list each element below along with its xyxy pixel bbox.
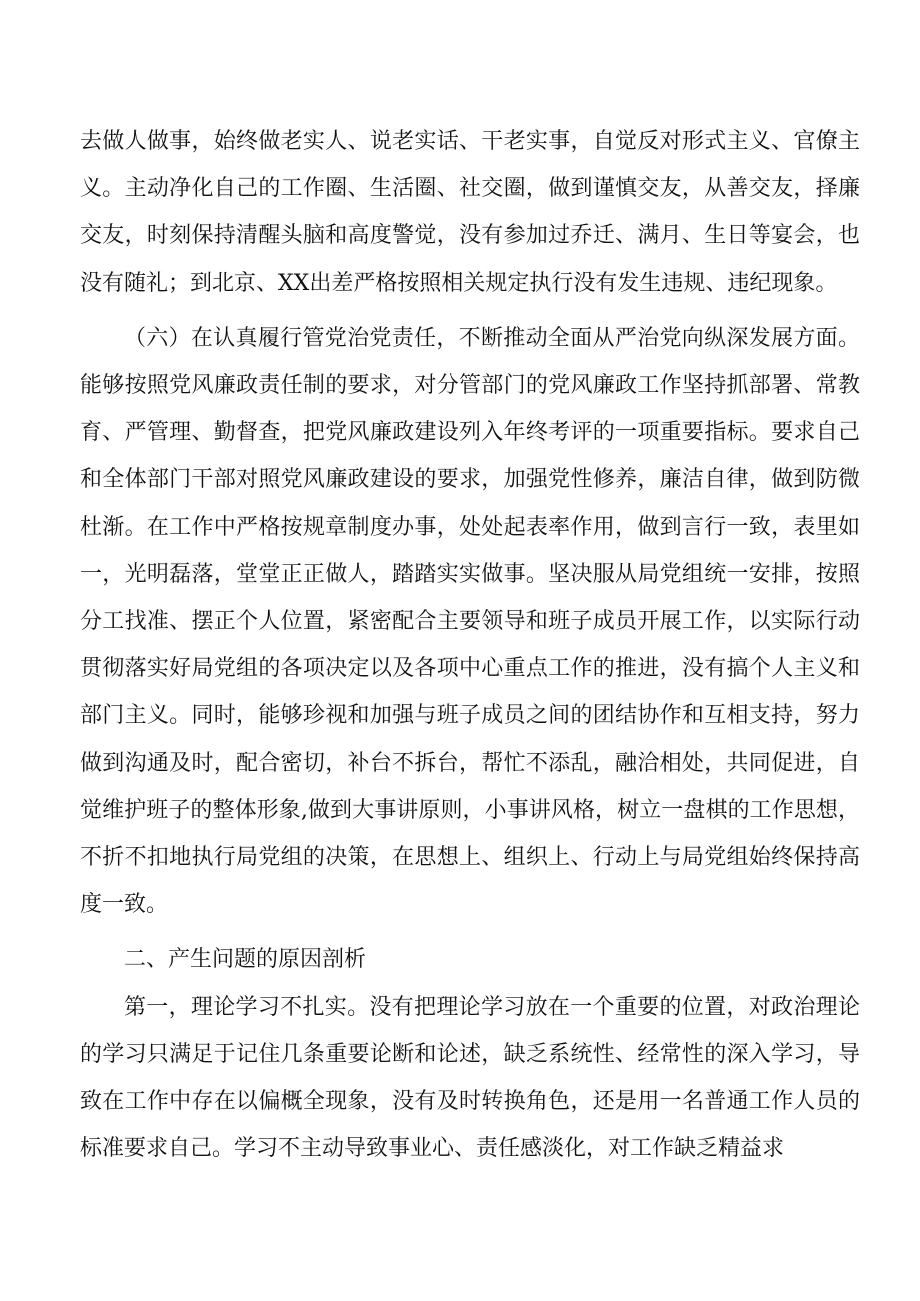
paragraph-first-cause: 第一，理论学习不扎实。没有把理论学习放在一个重要的位置，对政治理论的学习只满足于记住几条重要论断和论述，缺乏系统性、经常性的深入学习，导致在工作中存在以偏概全现象，没有及时转换角色，还是用一名普通工作人员的标准要求自己。学习不主动导致事业心、责任感淡化，对工作缺乏精益求 bbox=[80, 994, 860, 1162]
document-body bbox=[80, 118, 860, 1172]
paragraph-section-six: （六）在认真履行管党治党责任，不断推动全面从严治党向纵深发展方面。能够按照党风廉政责任制的要求，对分管部门的党风廉政工作坚持抓部署、常教育、严管理、勤督查，把党风廉政建设列入年终考评的一项重要指标。要求自己和全体部门干部对照党风廉政建设的要求，加强党性修养，廉洁自律，做到防微杜渐。在工作中严格按规章制度办事，处处起表率作用，做到言行一致，表里如一，光明磊落，堂堂正正做人，踏踏实实做事。坚决服从局党组统一安排，按照分工找准、摆正个人位置，紧密配合主要领导和班子成员开展工作，以实际行动贯彻落实好局党组的各项决定以及各项中心重点工作的推进，没有搞个人主义和部门主义。同时，能够珍视和加强与班子成员之间的团结协作和互相支持，努力做到沟通及时，配合密切，补台不拆台，帮忙不添乱，融洽相处，共同促进，自觉维护班子的整体形象,做到大事讲原则，小事讲风格，树立一盘棋的工作思想，不折不扣地执行局党组的决策，在思想上、组织上、行动上与局党组始终保持高度一致。 bbox=[80, 325, 860, 918]
section-heading-cause-analysis: 二、产生问题的原因剖析 bbox=[124, 947, 367, 973]
paragraph-continuation: 去做人做事，始终做老实人、说老实话、干老实事，自觉反对形式主义、官僚主义。主动净化自己的工作圈、生活圈、社交圈，做到谨慎交友，从善交友，择廉交友，时刻保持清醒头脑和高度警觉，没有参加过乔迁、满月、生日等宴会，也没有随礼；到北京、XX出差严格按照相关规定执行没有发生违规、违纪现象。 bbox=[80, 129, 860, 296]
